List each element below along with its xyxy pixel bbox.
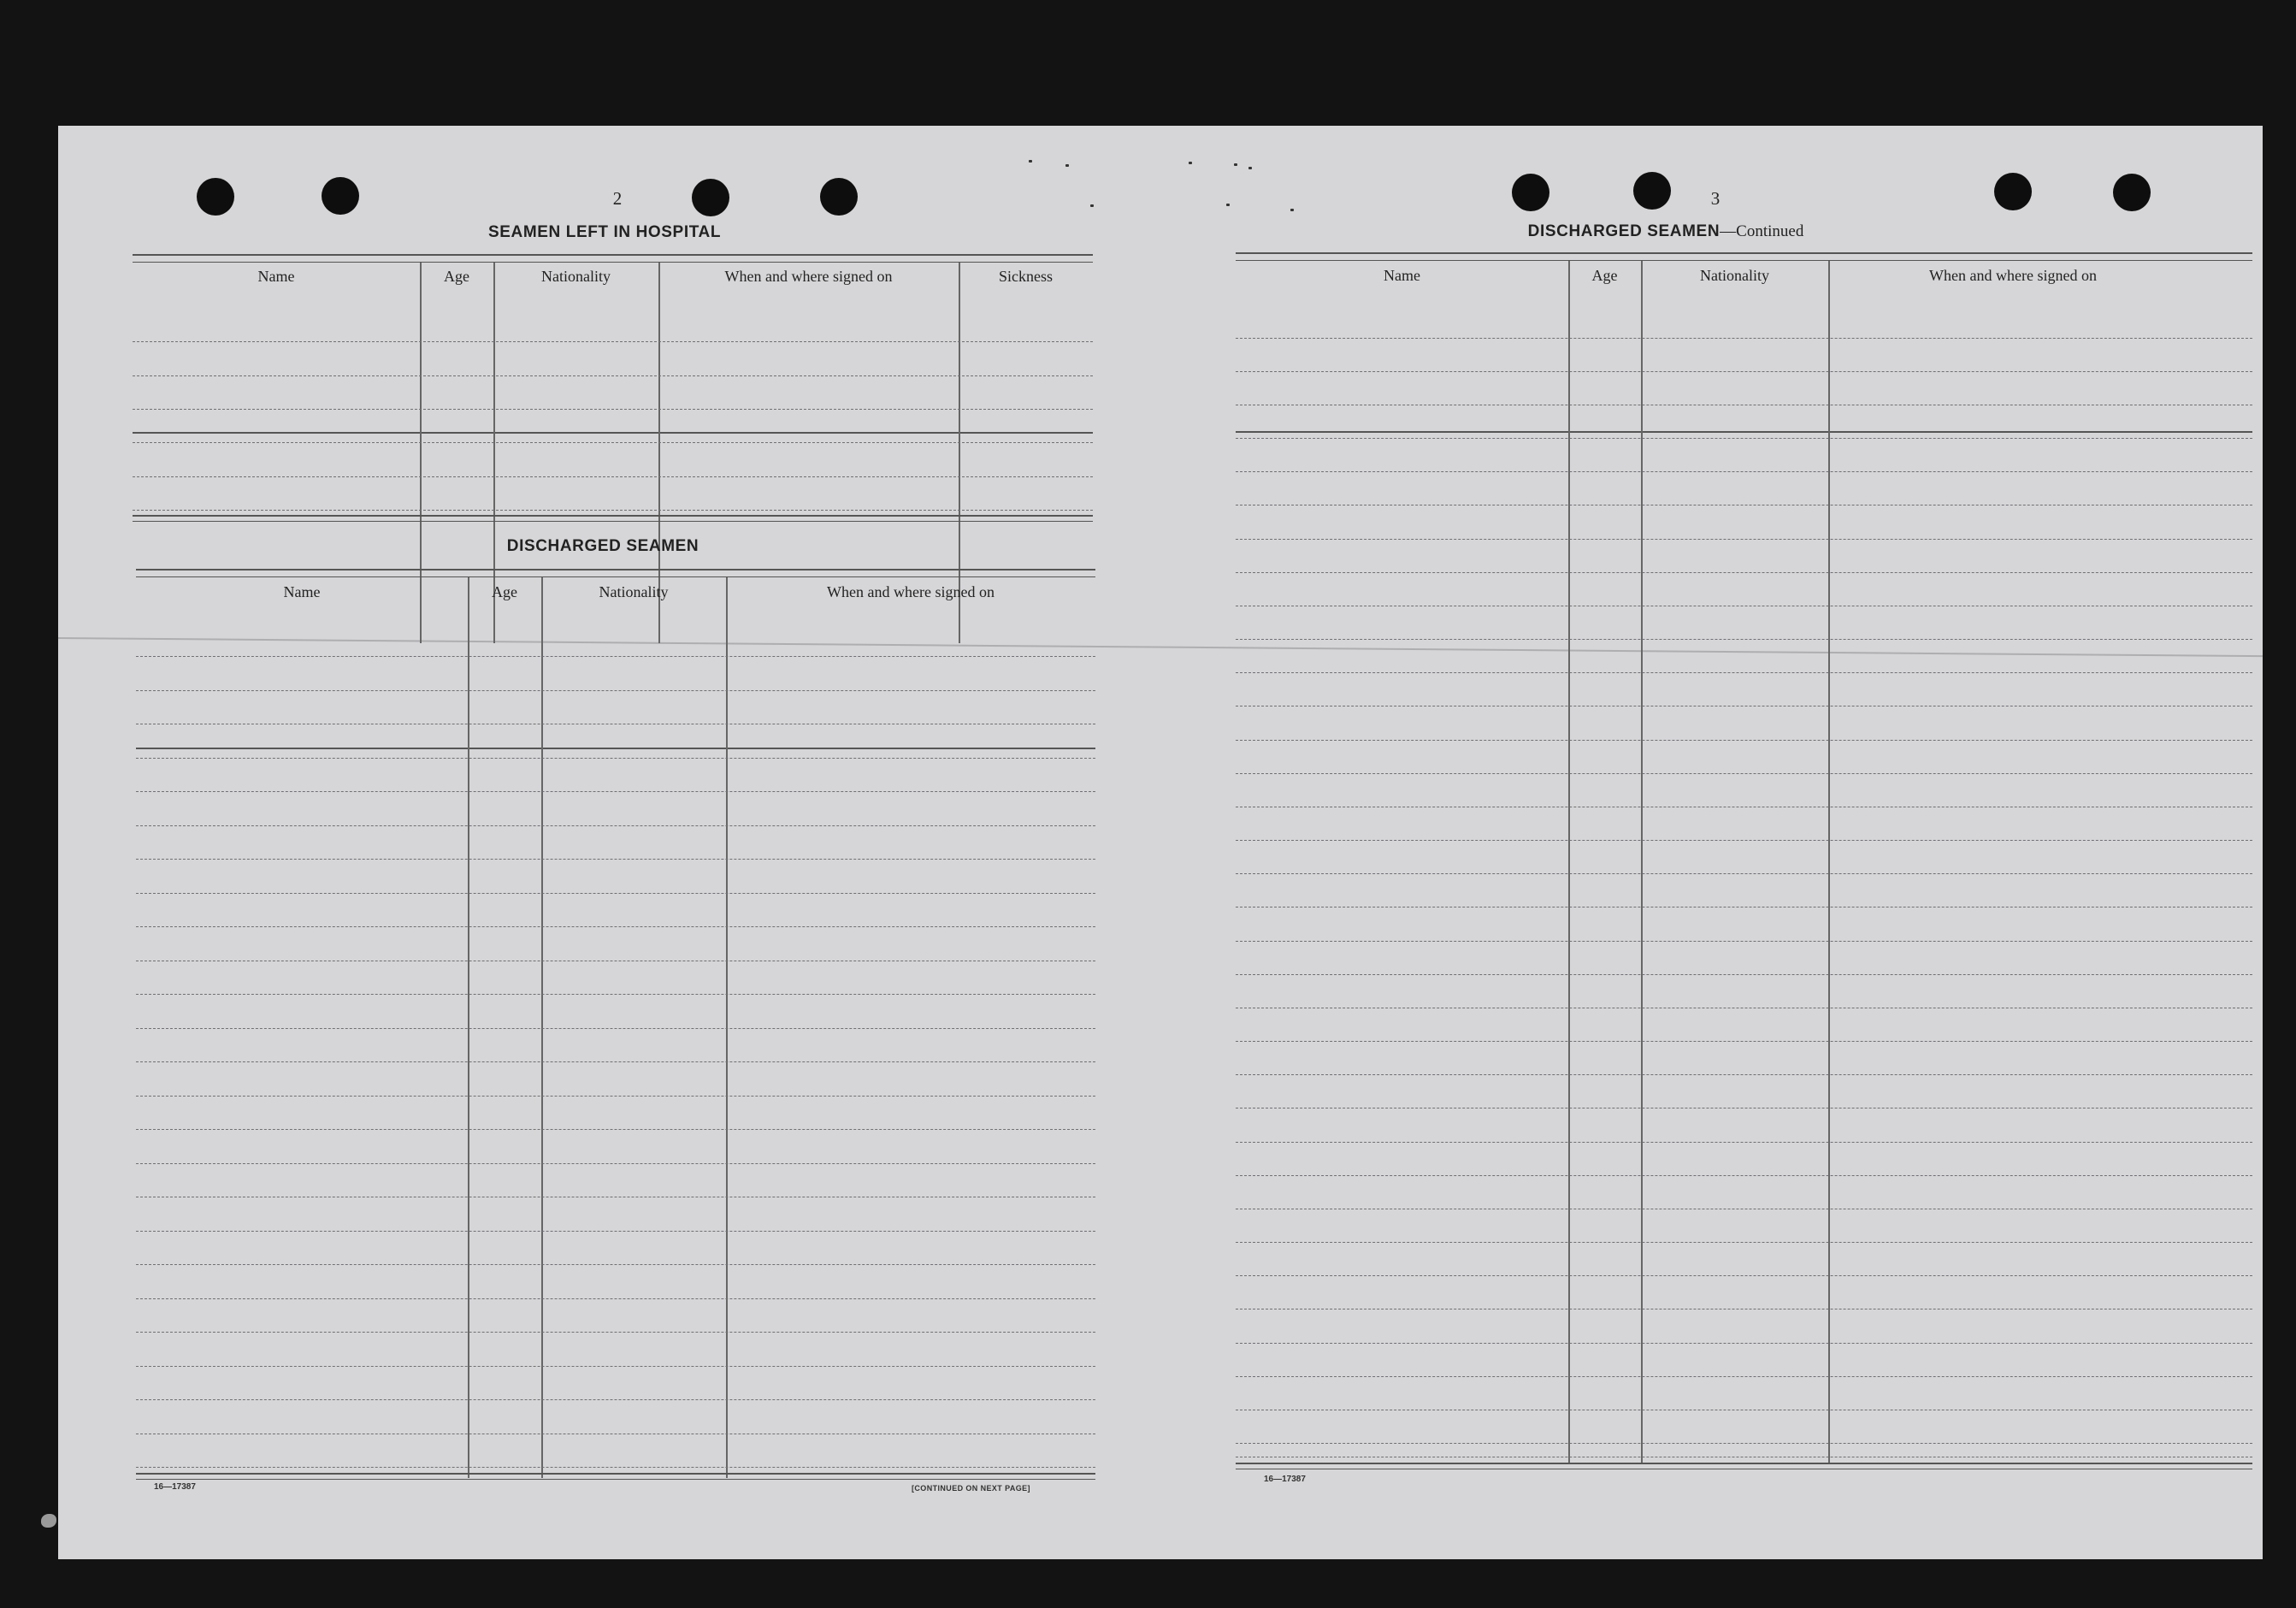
table-row [1236,371,2252,372]
column-header-age: Age [492,583,517,600]
table-row [133,442,1093,443]
column-header-sickness: Sickness [999,268,1053,285]
table-row [1236,1041,2252,1042]
table-row [1236,438,2252,439]
punch-hole [692,179,729,216]
table-row [1236,1242,2252,1243]
table-bottom-rule [136,1473,1095,1480]
table-row [136,1264,1095,1265]
continued-note: [CONTINUED ON NEXT PAGE] [912,1484,1030,1493]
punch-hole [1994,173,2032,210]
table-top-rule [136,569,1095,577]
form-number: 16—17387 [154,1482,196,1492]
header-rule [136,748,1095,749]
table-row [136,1163,1095,1164]
table-row [133,375,1093,376]
table-row [136,1231,1095,1232]
table-row [136,1366,1095,1367]
column-divider [1828,261,1830,1463]
table-bottom-rule [133,515,1093,522]
table-row [136,758,1095,759]
document-page [58,126,2263,1559]
punch-hole [1512,174,1549,211]
table-row [1236,840,2252,841]
discharged-table [136,569,1095,1478]
table-row [136,1129,1095,1130]
table-bottom-rule [1236,1463,2252,1469]
table-row [1236,639,2252,640]
header-rule [133,432,1093,434]
table-row [133,476,1093,477]
table-row [1236,672,2252,673]
table-row [1236,471,2252,472]
table-row [136,1028,1095,1029]
table-row [1236,974,2252,975]
column-header-signed-on: When and where signed on [724,268,893,285]
table-row [1236,773,2252,774]
table-row [133,510,1093,511]
table-row [136,926,1095,927]
punch-hole [1633,172,1671,210]
table-row [136,1399,1095,1400]
column-header-nationality: Nationality [541,268,611,285]
column-divider [1641,261,1643,1463]
column-header-name: Name [257,268,295,285]
title-text: DISCHARGED SEAMEN [1527,222,1721,240]
title-suffix: —Continued [1720,222,1804,240]
table-row [1236,1443,2252,1444]
table-row [136,825,1095,826]
form-number: 16—17387 [1264,1475,1306,1484]
column-header-age: Age [444,268,469,285]
speck [1290,209,1294,211]
column-header-name: Name [1384,267,1420,284]
punch-hole [197,178,234,216]
speck [1090,204,1094,207]
table-row [1236,1142,2252,1143]
table-row [136,859,1095,860]
table-row [1236,941,2252,942]
table-row [136,1467,1095,1468]
table-row [1236,1175,2252,1176]
punch-hole [820,178,858,216]
speck [1065,164,1069,167]
column-header-nationality: Nationality [1700,267,1769,284]
column-header-signed-on: When and where signed on [1929,267,2097,284]
hospital-section-title: SEAMEN LEFT IN HOSPITAL [487,223,722,241]
column-header-nationality: Nationality [599,583,669,600]
table-row [1236,539,2252,540]
punch-hole [2113,174,2151,211]
table-row [136,893,1095,894]
table-row [1236,1343,2252,1344]
table-row [136,1096,1095,1097]
column-header-name: Name [283,583,321,600]
speck [1226,204,1230,206]
column-header-age: Age [1591,267,1618,284]
table-row [1236,873,2252,874]
table-row [1236,740,2252,741]
table-top-rule [1236,252,2252,261]
column-divider [1568,261,1570,1463]
table-row [136,656,1095,657]
speck [1029,160,1032,163]
paper-scrap [41,1514,56,1528]
table-row [133,409,1093,410]
table-row [136,791,1095,792]
speck [1248,167,1252,169]
table-row [136,1061,1095,1062]
table-row [136,1332,1095,1333]
table-row [1236,338,2252,339]
table-row [136,690,1095,691]
discharged-continued-table [1236,252,2252,1463]
table-row [136,1298,1095,1299]
table-row [1236,572,2252,573]
table-row [1236,1275,2252,1276]
page-number: 2 [612,188,623,209]
table-row [1236,1376,2252,1377]
discharged-continued-title [1238,222,2093,241]
table-row [133,341,1093,342]
page-number: 3 [1710,188,1721,209]
speck [1234,163,1237,166]
column-header-signed-on: When and where signed on [827,583,995,600]
table-row [1236,1074,2252,1075]
table-row [136,994,1095,995]
header-rule [1236,431,2252,433]
speck [1189,162,1192,164]
punch-hole [322,177,359,215]
table-top-rule [133,254,1093,263]
discharged-section-title: DISCHARGED SEAMEN [506,537,699,555]
